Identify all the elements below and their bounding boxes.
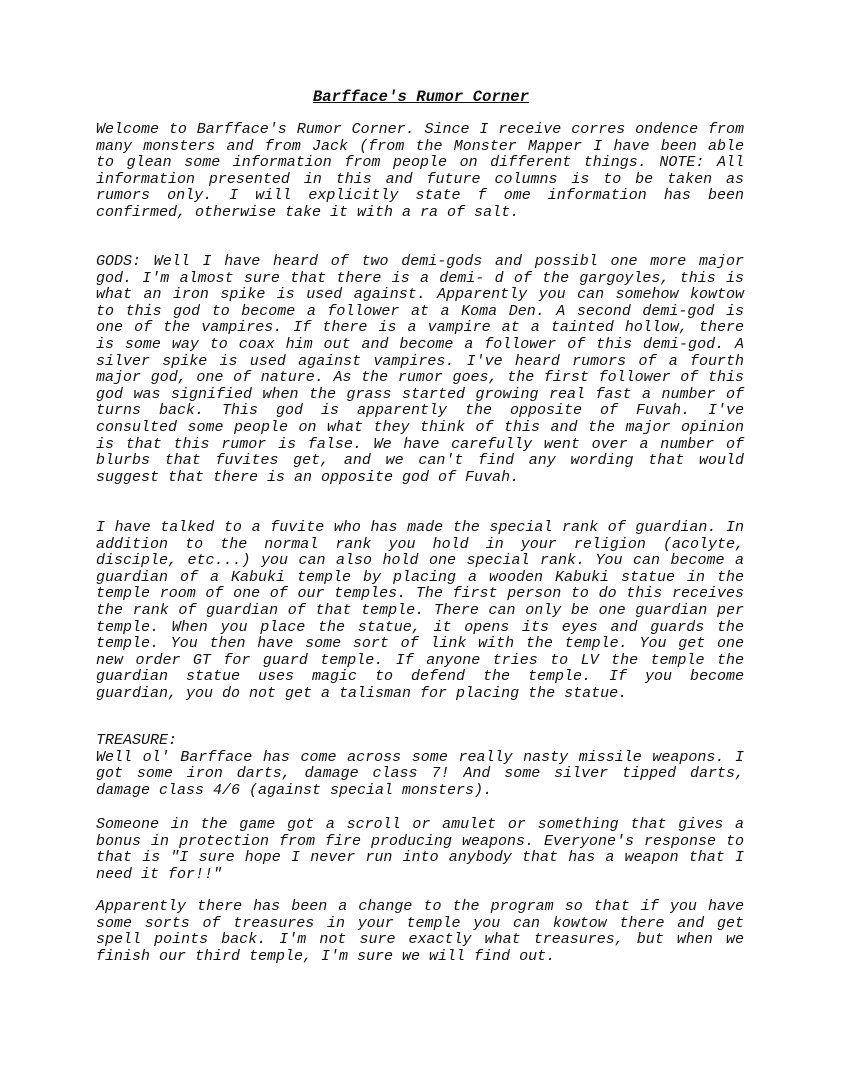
guardian-paragraph: I have talked to a fuvite who has made the special rank of guardian. In addition to the normal rank you hold in your religion (acolyte, disciple, etc...) you can also hold one special rank. You can become a guardian of a Kabuki temple by placing a wooden Kabuki statue in the temple room of one of our temples. The first person to do this receives the rank of guardian of that temple. There can only be one guardian per temple. When you place the statue, it opens its eyes and guards the temple. You then have some sort of link with the temple. You get one new order GT for guard temple. If anyone tries to LV the temple the guardian statue uses magic to defend the temple. If you become guardian, you do not get a talisman for placing the statue. [96, 519, 744, 702]
temple-kowtow-paragraph: Apparently there has been a change to the program so that if you have some sorts of treasures in your temple you can kowtow there and get spell points back. I'm not sure exactly what treasures, but when we finish our third temple, I'm sure we will find out. [96, 898, 744, 965]
gods-paragraph: GODS: Well I have heard of two demi-gods and possibl one more major god. I'm almost sure that there is a demi- d of the gargoyles, this is what an iron spike is used against. Apparently you can somehow kowtow to this god to become a follower at a Koma Den. A second demi-god is one of the vampires. If there is a vampire at a tainted hollow, there is some way to coax him out and become a follower of this demi-god. A silver spike is used against vampires. I've heard rumors of a fourth major god, one of nature. As the rumor goes, the first follower of this god was signified when the grass started growing real fast a number of turns back. This god is apparently the opposite of Fuvah. I've consulted some people on what they think of this and the major opinion is that this rumor is false. We have carefully went over a number of blurbs that fuvites get, and we can't find any wording that would suggest that there is an opposite god of Fuvah. [96, 253, 744, 486]
treasure-section [96, 733, 744, 799]
fire-protection-paragraph: Someone in the game got a scroll or amulet or something that gives a bonus in protection from fire producing weapons. Everyone's response to that is "I sure hope I never run into anybody that has a weapon that I need it for!!" [96, 816, 744, 883]
treasure-heading: TREASURE: [96, 732, 178, 749]
intro-paragraph: Welcome to Barfface's Rumor Corner. Since I receive corres ondence from many monsters and from Jack (from the Monster Mapper I have been able to glean some information from people on different things. NOTE: All information presented in this and future columns is to be taken as rumors only. I will explicitly state f ome information has been confirmed, otherwise take it with a ra of salt. [96, 121, 744, 221]
document-title: Barfface's Rumor Corner [312, 88, 530, 106]
treasure-paragraph: Well ol' Barfface has come across some really nasty missile weapons. I got some iron darts, damage class 7! And some silver tipped darts, damage class 4/6 (against special monsters). [96, 748, 744, 799]
